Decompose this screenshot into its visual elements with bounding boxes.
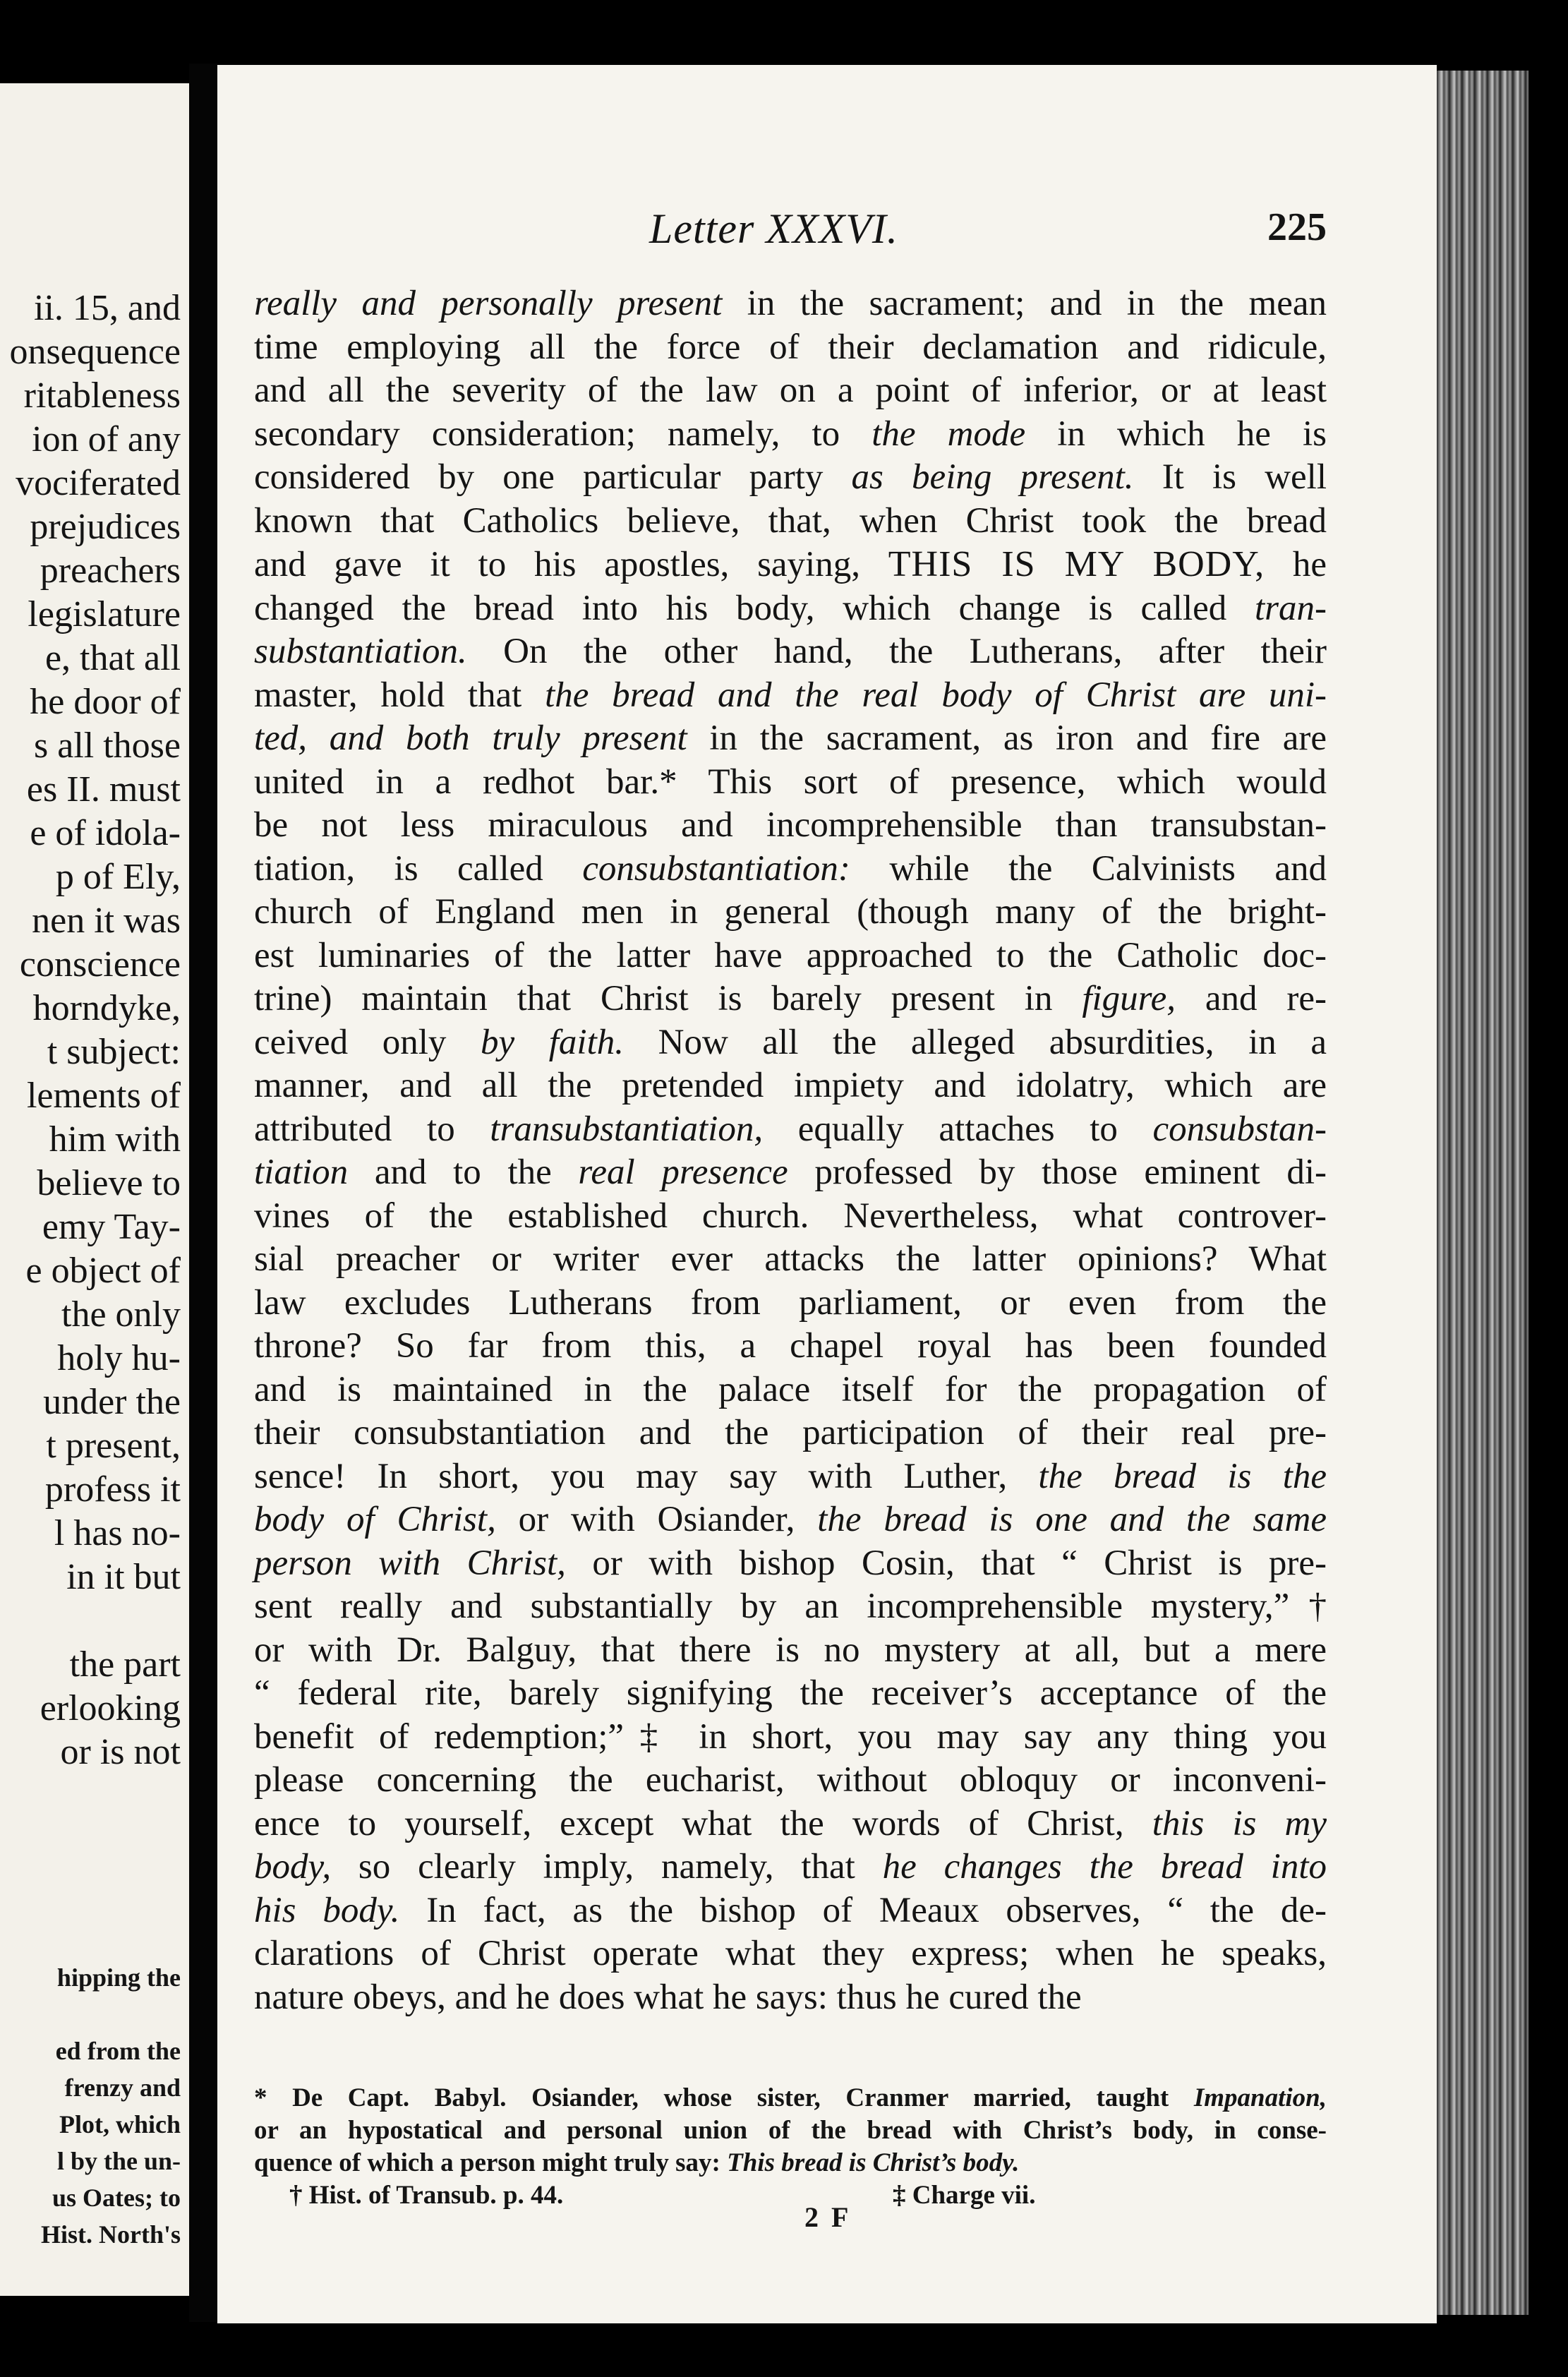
text-line xyxy=(254,1759,1327,1803)
text-run: quence of which a person might truly say: xyxy=(254,2148,728,2177)
text-run: nature obeys, and he does what he says: thus he cured the xyxy=(254,1977,1082,2017)
italic-text: by faith. xyxy=(480,1022,624,1062)
italic-text: the mode xyxy=(872,414,1026,454)
text-run: professed by those eminent di- xyxy=(788,1153,1327,1192)
text-run: clarations of Christ operate what they express; when he speaks, xyxy=(254,1934,1327,1973)
text-line xyxy=(254,977,1327,1021)
text-line xyxy=(254,717,1327,761)
text-run: in the sacrament, as iron and fire are xyxy=(687,718,1327,758)
fragment-line: the part xyxy=(69,1644,181,1685)
text-line xyxy=(254,804,1327,848)
italic-text: tran- xyxy=(1255,588,1327,628)
italic-text: he changes the bread into xyxy=(882,1847,1327,1886)
fragment-line: emy Tay- xyxy=(42,1207,181,1247)
text-line xyxy=(254,1455,1327,1499)
fragment-line: onsequence xyxy=(9,332,181,372)
text-line xyxy=(254,1368,1327,1412)
italic-text: tiation xyxy=(254,1153,349,1192)
italic-text: person with Christ, xyxy=(254,1543,566,1583)
footnote-line xyxy=(254,2147,1327,2179)
fragment-line: e, that all xyxy=(44,638,181,678)
text-run: secondary consideration; namely, to xyxy=(254,414,872,454)
fragment-line: t present, xyxy=(46,1426,181,1466)
text-line xyxy=(254,456,1327,500)
fragment-line: Hist. North's xyxy=(41,2220,181,2249)
text-line xyxy=(254,1585,1327,1629)
footnote-star xyxy=(254,2082,1327,2179)
text-run: their consubstantiation and the participation of their real pre- xyxy=(254,1413,1327,1452)
text-run: tiation, is called xyxy=(254,848,583,889)
text-line xyxy=(254,848,1327,891)
text-line xyxy=(254,674,1327,718)
page-body-text xyxy=(254,282,1327,2019)
text-run: or with bishop Cosin, that “ Christ is pre- xyxy=(565,1543,1327,1583)
text-run: or with Dr. Balguy, that there is no mystery at all, but a mere xyxy=(254,1630,1327,1670)
fragment-line: horndyke, xyxy=(32,988,181,1028)
fragment-line: e object of xyxy=(25,1251,181,1291)
fragment-line: hipping the xyxy=(56,1963,181,1992)
text-run: throne? So far from this, a chapel royal has been founded xyxy=(254,1326,1327,1366)
text-run: while the Calvinists and xyxy=(850,848,1327,889)
fragment-line: him with xyxy=(49,1119,181,1160)
text-line xyxy=(254,1889,1327,1933)
italic-text: the bread and the real body of Christ are uni- xyxy=(545,675,1327,715)
text-line xyxy=(254,1021,1327,1065)
italic-text: his body. xyxy=(254,1890,400,1930)
text-run: In fact, as the bishop of Meaux observes, “ the de- xyxy=(399,1890,1327,1930)
text-run: benefit of redemption;”‡ in short, you may say any thing you xyxy=(254,1716,1327,1757)
text-run: On the other hand, the Lutherans, after their xyxy=(466,632,1327,671)
text-line xyxy=(254,1542,1327,1586)
text-run: so clearly imply, namely, that xyxy=(331,1847,883,1886)
fragment-line: legislature xyxy=(28,594,181,634)
fragment-line: profess it xyxy=(44,1469,181,1510)
text-line xyxy=(254,1412,1327,1455)
fragment-line: ii. 15, and xyxy=(34,288,181,328)
text-line xyxy=(254,1629,1327,1673)
text-line xyxy=(254,1108,1327,1152)
footnote-dagger: † Hist. of Transub. p. 44. xyxy=(289,2181,564,2210)
text-line xyxy=(254,630,1327,674)
italic-text: This bread is Christ’s body. xyxy=(727,2148,1020,2177)
text-line xyxy=(254,413,1327,457)
fragment-line: us Oates; to xyxy=(52,2184,181,2212)
signature-mark: 2 F xyxy=(804,2201,852,2233)
italic-text: consubstan- xyxy=(1152,1109,1327,1149)
fragment-line: preachers xyxy=(40,550,181,591)
text-run: “ federal rite, barely signifying the receiver’s acceptance of the xyxy=(254,1673,1327,1713)
text-run: manner, and all the pretended impiety and idolatry, which are xyxy=(254,1066,1327,1105)
fragment-line: t subject: xyxy=(47,1032,181,1072)
text-run: or with Osiander, xyxy=(495,1500,818,1539)
text-line xyxy=(254,1803,1327,1846)
previous-page-fragment xyxy=(0,83,189,2296)
text-line xyxy=(254,587,1327,631)
text-run: ence to yourself, except what the words of Christ, xyxy=(254,1803,1152,1843)
text-line xyxy=(254,1325,1327,1368)
fragment-line: erlooking xyxy=(40,1688,181,1728)
fragment-line: holy hu- xyxy=(57,1338,181,1378)
fragment-line: es II. must xyxy=(26,769,181,810)
italic-text: the bread is the xyxy=(1038,1456,1327,1496)
text-run: church of England men in general (though many of the bright- xyxy=(254,892,1327,932)
text-line xyxy=(254,1151,1327,1195)
page-header-title: Letter XXXVI. xyxy=(649,205,898,252)
text-run: THIS IS MY BODY, xyxy=(888,544,1265,584)
text-run: be not less miraculous and incomprehensible than transubstan- xyxy=(254,805,1327,845)
fragment-line: p of Ely, xyxy=(55,857,181,897)
fragment-line: the only xyxy=(61,1294,181,1335)
text-line xyxy=(254,282,1327,326)
text-line xyxy=(254,1846,1327,1889)
text-run: sence! In short, you may say with Luther, xyxy=(254,1456,1039,1496)
text-line xyxy=(254,1498,1327,1542)
fragment-line: l by the un- xyxy=(56,2147,181,2175)
text-run: ceived only xyxy=(254,1022,481,1062)
fragment-line xyxy=(0,1996,181,2033)
italic-text: transubstantiation, xyxy=(490,1109,764,1149)
text-run: master, hold that xyxy=(254,675,545,715)
fragment-line: vociferated xyxy=(16,463,181,503)
text-run: in which he is xyxy=(1025,414,1327,454)
fragment-line: nen it was xyxy=(32,901,181,941)
text-run: united in a redhot bar.* This sort of presence, which would xyxy=(254,762,1327,802)
fragment-line: under the xyxy=(43,1382,181,1422)
fragment-line: s all those xyxy=(34,726,181,766)
italic-text: this is my xyxy=(1152,1803,1327,1843)
text-run: sial preacher or writer ever attacks the latter opinions? What xyxy=(254,1239,1327,1279)
fragment-line: in it but xyxy=(66,1557,181,1597)
text-run: in the sacrament; and in the mean xyxy=(722,284,1327,323)
text-run: considered by one particular party xyxy=(254,457,852,497)
running-head xyxy=(254,205,1327,261)
text-run: est luminaries of the latter have approached to the Catholic doc- xyxy=(254,935,1327,975)
text-run: and is maintained in the palace itself for the propagation of xyxy=(254,1369,1327,1409)
text-line xyxy=(254,1932,1327,1976)
footnote-double-dagger: ‡ Charge vii. xyxy=(893,2181,1036,2210)
page-number: 225 xyxy=(1267,205,1327,249)
text-run: please concerning the eucharist, without obloquy or inconveni- xyxy=(254,1760,1327,1800)
footnote-line xyxy=(254,2114,1327,2147)
fragment-line: he door of xyxy=(30,682,181,722)
text-run: he xyxy=(1265,545,1327,584)
text-run: law excludes Lutherans from parliament, or even from the xyxy=(254,1282,1327,1323)
text-run: and to the xyxy=(348,1153,579,1192)
fragment-line: ritableness xyxy=(23,375,181,416)
text-line xyxy=(254,1976,1327,2020)
previous-page-footnotes xyxy=(0,1959,181,2253)
italic-text: substantiation. xyxy=(254,632,467,671)
italic-text: as being present. xyxy=(851,457,1134,497)
fragment-line xyxy=(0,1599,181,1643)
italic-text: figure, xyxy=(1082,979,1176,1018)
text-run: attributed to xyxy=(254,1109,490,1149)
text-run: known that Catholics believe, that, when Christ took the bread xyxy=(254,500,1327,541)
text-line xyxy=(254,761,1327,805)
italic-text: the bread is one and the same xyxy=(817,1500,1327,1539)
text-run: and gave it to his apostles, saying, xyxy=(254,545,888,584)
text-line xyxy=(254,934,1327,978)
text-line xyxy=(254,1195,1327,1239)
italic-text: really and personally present xyxy=(254,284,723,323)
italic-text: real presence xyxy=(578,1153,788,1192)
fragment-line: lements of xyxy=(26,1076,181,1116)
text-line xyxy=(254,326,1327,370)
text-line xyxy=(254,1238,1327,1282)
italic-text: body, xyxy=(254,1847,332,1886)
text-run: time employing all the force of their declamation and ridicule, xyxy=(254,327,1327,367)
text-line xyxy=(254,1064,1327,1108)
italic-text: consubstantiation: xyxy=(582,848,850,889)
text-run: and re- xyxy=(1176,979,1327,1018)
fragment-line: Plot, which xyxy=(59,2110,181,2138)
footnote-line xyxy=(254,2082,1327,2114)
text-line xyxy=(254,543,1327,587)
page-edges xyxy=(1437,71,1528,2315)
text-run: Now all the alleged absurdities, in a xyxy=(624,1022,1327,1062)
text-line xyxy=(254,1282,1327,1325)
fragment-line: ion of any xyxy=(32,419,181,459)
italic-text: Impanation, xyxy=(1193,2083,1327,2112)
text-run: changed the bread into his body, which change is called xyxy=(254,588,1255,628)
fragment-line: frenzy and xyxy=(64,2074,181,2102)
fragment-line: conscience xyxy=(19,944,181,985)
text-run: trine) maintain that Christ is barely present in xyxy=(254,979,1082,1018)
fragment-line: prejudices xyxy=(30,507,181,547)
text-line xyxy=(254,891,1327,934)
text-line xyxy=(254,1716,1327,1759)
fragment-line: ed from the xyxy=(55,2037,181,2065)
previous-page-text xyxy=(0,287,181,1774)
fragment-line: believe to xyxy=(37,1163,181,1203)
text-run: or an hypostatical and personal union of the bread with Christ’s body, in conse- xyxy=(254,2116,1327,2145)
text-run: * De Capt. Babyl. Osiander, whose sister, Cranmer married, taught xyxy=(254,2083,1194,2112)
text-run: It is well xyxy=(1133,457,1327,497)
footnotes xyxy=(254,2082,1327,2212)
text-run: vines of the established church. Nevertheless, what controver- xyxy=(254,1196,1327,1236)
text-line xyxy=(254,500,1327,543)
text-run: sent really and substantially by an incomprehensible mystery,”† xyxy=(254,1587,1327,1626)
fragment-line: or is not xyxy=(60,1732,181,1772)
text-line xyxy=(254,369,1327,413)
text-run: and all the severity of the law on a point of inferior, or at least xyxy=(254,371,1327,410)
italic-text: ted, and both truly present xyxy=(254,718,687,758)
fragment-line: l has no- xyxy=(54,1513,181,1553)
fragment-line: e of idola- xyxy=(30,813,181,853)
book-gutter xyxy=(189,64,217,2322)
text-run: equally attaches to xyxy=(763,1109,1153,1149)
italic-text: body of Christ, xyxy=(254,1500,496,1539)
text-line xyxy=(254,1672,1327,1716)
